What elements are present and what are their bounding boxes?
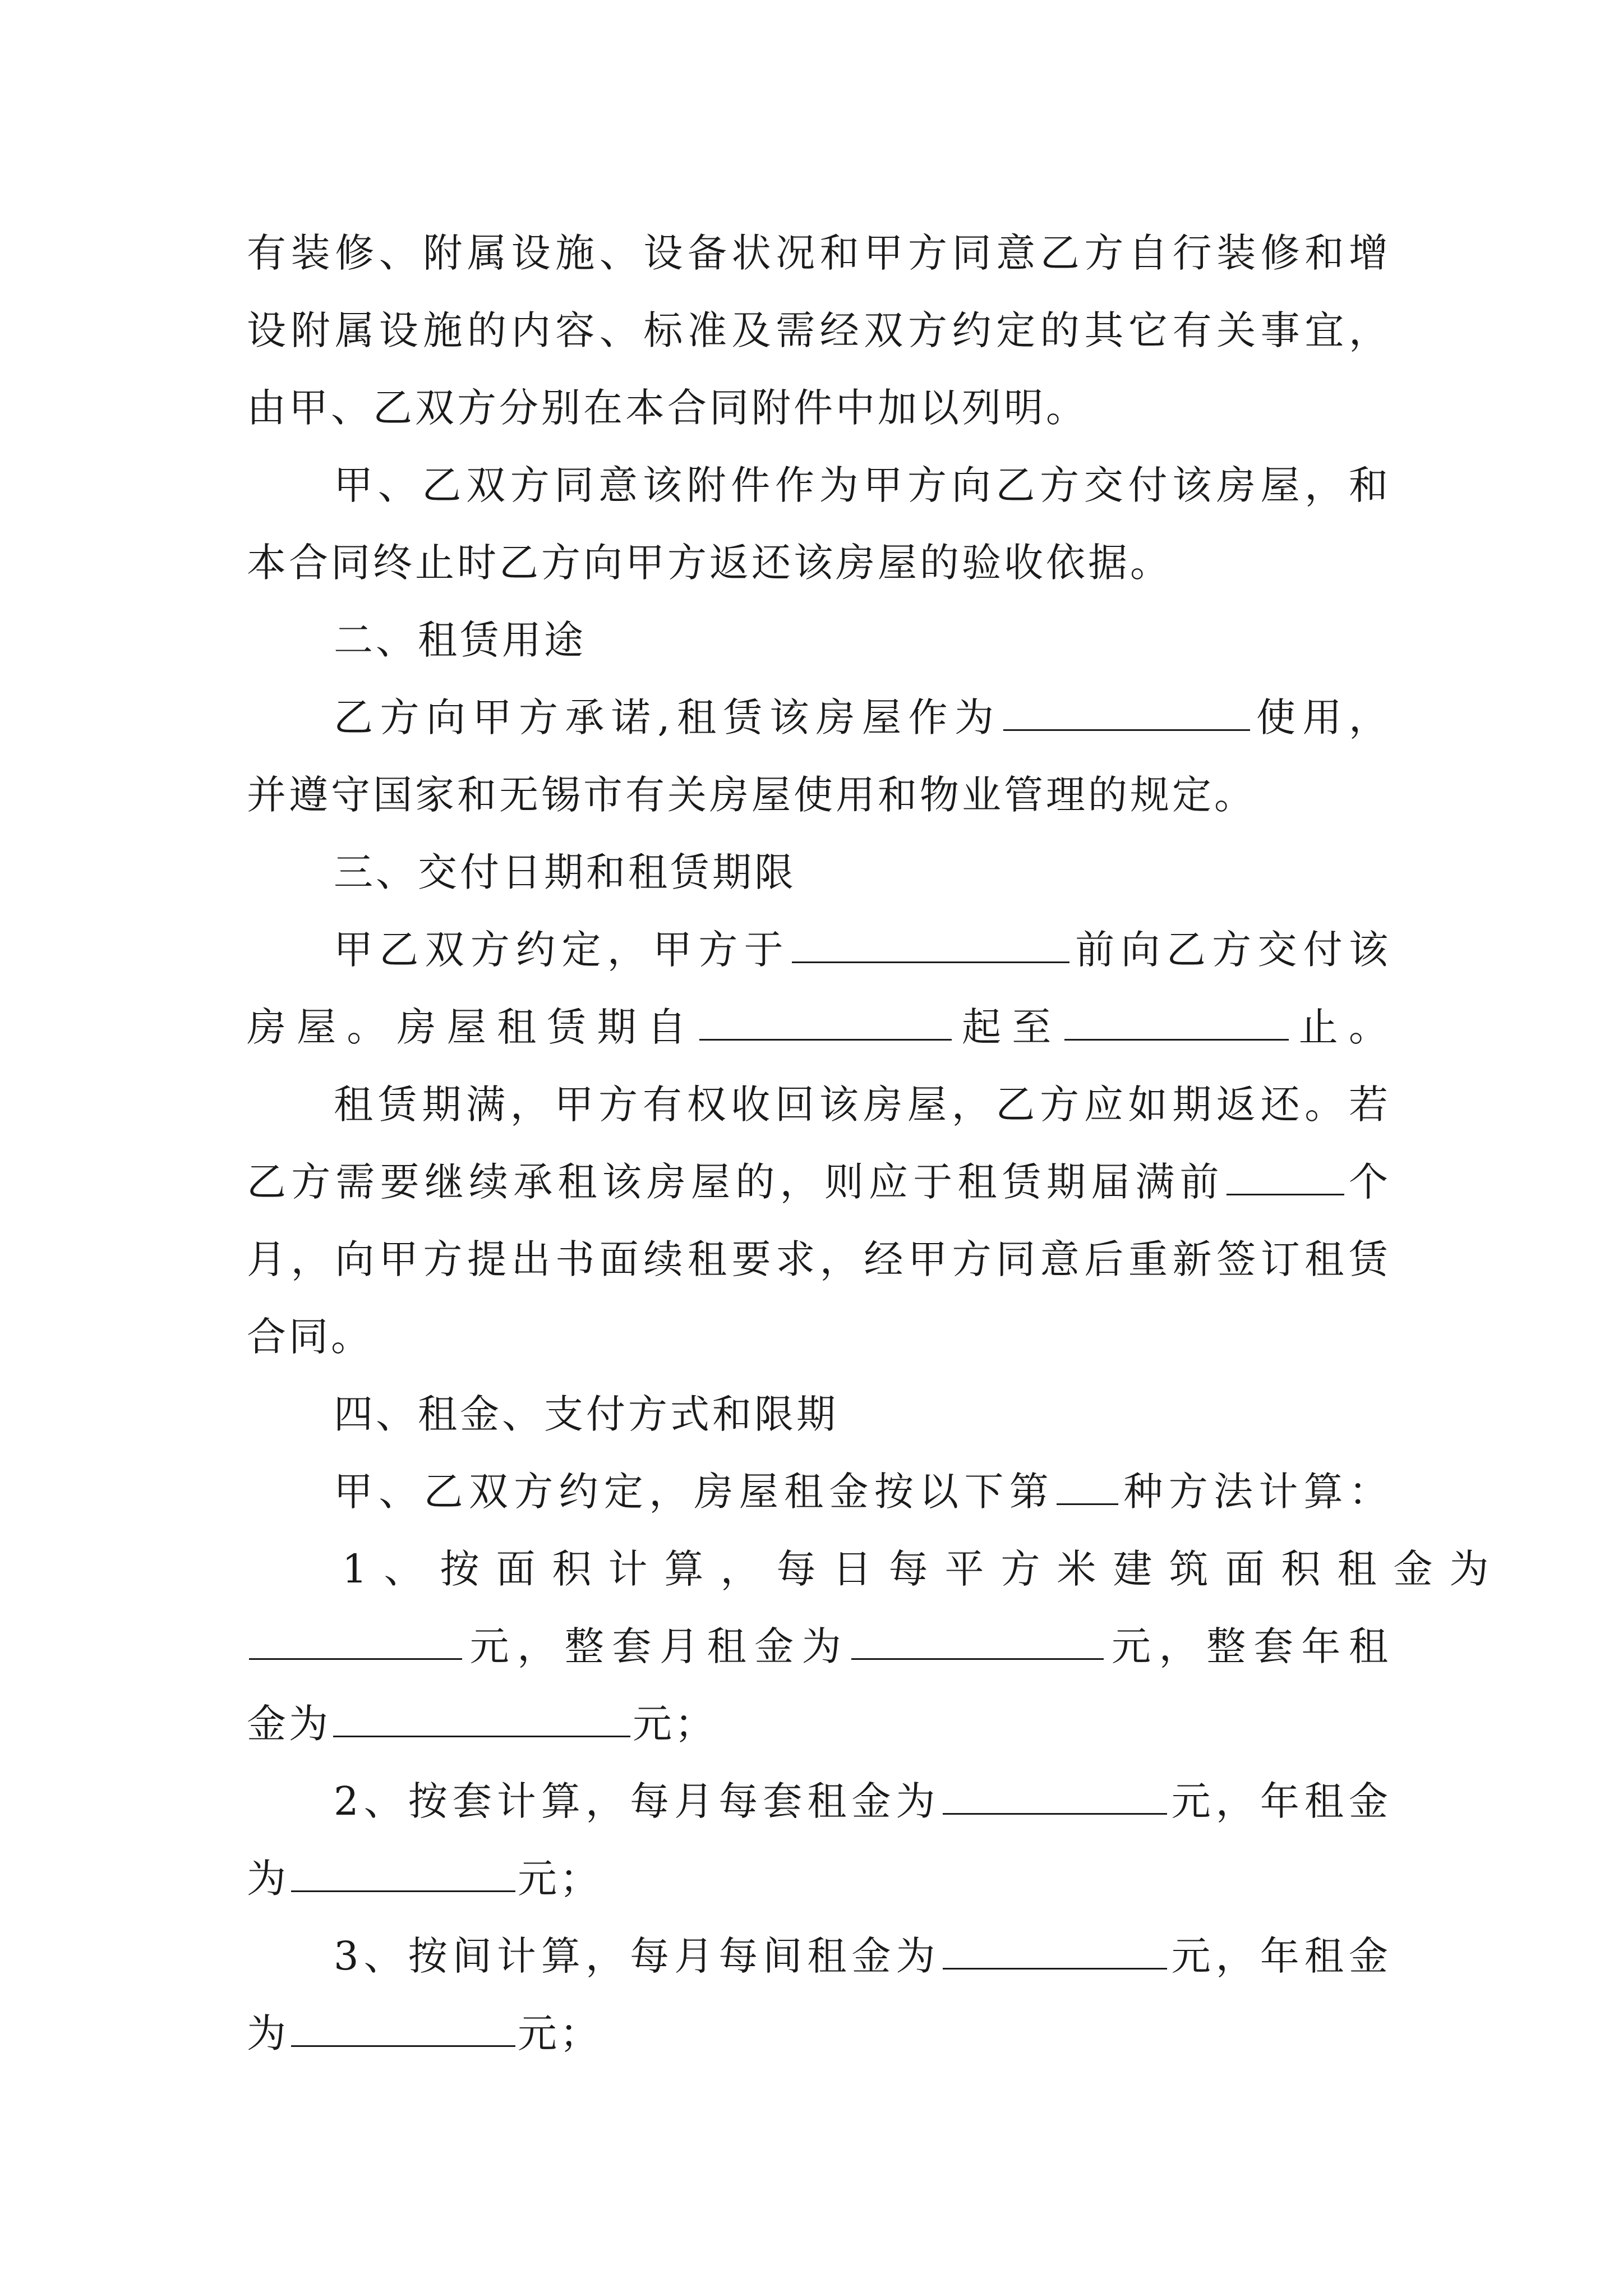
text-line: 甲、乙双方同意该附件作为甲方向乙方交付该房屋，和: [334, 462, 1391, 508]
section-heading: 四、租金、支付方式和限期: [334, 1391, 838, 1437]
text-line: 甲乙双方约定，甲方于 前向乙方交付该: [334, 927, 1391, 973]
text-line: 合同。: [247, 1314, 373, 1360]
text-line: 由甲、乙双方分别在本合同附件中加以列明。: [247, 385, 1088, 431]
text-line: 设附属设施的内容、标准及需经双方约定的其它有关事宜，: [247, 307, 1391, 353]
text-line: 乙方向甲方承诺,租赁该房屋作为 使用，: [334, 694, 1391, 740]
blank-field[interactable]: [291, 1857, 515, 1892]
blank-field[interactable]: [333, 1702, 630, 1737]
blank-field[interactable]: [792, 928, 1069, 963]
text-line: 有装修、附属设施、设备状况和甲方同意乙方自行装修和增: [247, 230, 1391, 276]
text-line: 1、按面积计算，每日每平方米建筑面积租金为: [342, 1546, 1506, 1592]
text-line: 2、按套计算，每月每套租金为 元，年租金: [334, 1778, 1391, 1824]
text-line: 租赁期满，甲方有权收回该房屋，乙方应如期返还。若: [334, 1082, 1391, 1128]
text-line: 乙方需要继续承租该房屋的，则应于租赁期届满前 个: [247, 1159, 1391, 1205]
blank-field[interactable]: [291, 2012, 515, 2047]
blank-field[interactable]: [1064, 1005, 1289, 1041]
blank-field[interactable]: [851, 1625, 1104, 1660]
text-line: 月，向甲方提出书面续租要求，经甲方同意后重新签订租赁: [247, 1236, 1391, 1282]
blank-field[interactable]: [1003, 696, 1250, 731]
blank-field[interactable]: [1227, 1160, 1344, 1195]
document-body: [247, 214, 1506, 2072]
blank-field[interactable]: [1057, 1470, 1118, 1505]
blank-field[interactable]: [943, 1934, 1167, 1970]
text-line: 为 元；: [247, 2010, 602, 2056]
section-heading: 三、交付日期和租赁期限: [334, 849, 796, 895]
blank-field[interactable]: [943, 1779, 1167, 1815]
blank-field[interactable]: [699, 1005, 952, 1041]
text-line: 为 元；: [247, 1856, 602, 1902]
blank-field[interactable]: [249, 1625, 462, 1660]
text-line: 并遵守国家和无锡市有关房屋使用和物业管理的规定。: [247, 772, 1256, 818]
text-line: 甲、乙双方约定，房屋租金按以下第 种方法计算：: [334, 1469, 1391, 1515]
text-line: 金为 元；: [247, 1701, 717, 1747]
text-line: 3、按间计算，每月每间租金为 元，年租金: [334, 1933, 1391, 1979]
section-heading: 二、租赁用途: [334, 617, 586, 663]
text-line: 元，整套月租金为 元，整套年租: [247, 1608, 1391, 1685]
text-line: 房屋。房屋租赁期自 起至 止。: [247, 1004, 1391, 1050]
text-line: 本合同终止时乙方向甲方返还该房屋的验收依据。: [247, 540, 1172, 586]
